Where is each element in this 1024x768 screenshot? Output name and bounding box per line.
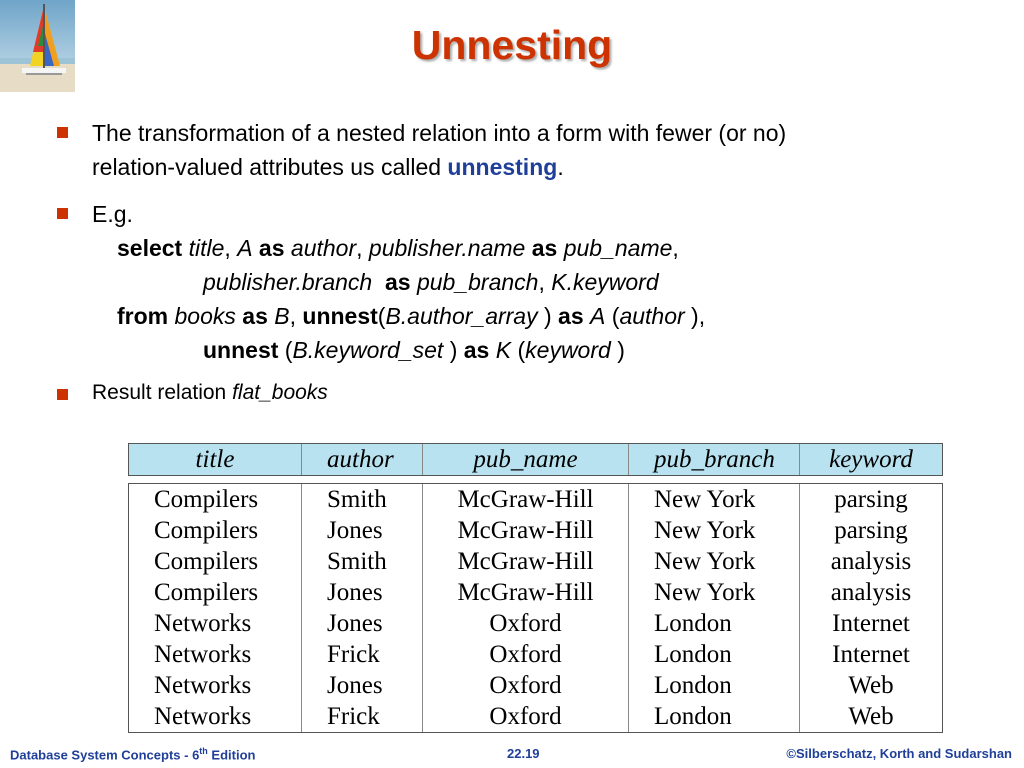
table-cell: London [654, 641, 732, 668]
table-cell: Frick [327, 703, 380, 730]
query-token: from [117, 303, 169, 329]
query-token: B.author_array [385, 303, 538, 329]
table-cell: Compilers [154, 517, 259, 544]
column-header-label: author [327, 445, 394, 473]
query-token: as [463, 337, 490, 363]
table-cell: Internet [832, 610, 910, 637]
query-token: K [495, 337, 512, 363]
table-cell: Smith [327, 548, 387, 575]
table-cell: Jones [327, 517, 383, 544]
query-token: A [237, 235, 253, 261]
slide-title: Unnesting [411, 22, 613, 68]
query-token: as [242, 303, 268, 329]
column-header-title [129, 444, 302, 475]
footer-book-title [10, 746, 255, 762]
column-header-keyword [800, 444, 942, 475]
query-token: publisher.name [368, 235, 526, 261]
query-line-branch [203, 265, 659, 299]
bullet-text-definition [92, 116, 786, 184]
table-body [128, 483, 943, 733]
punctuation: . [557, 154, 564, 180]
query-token: , [672, 235, 679, 261]
table-cell: McGraw-Hill [457, 517, 594, 544]
table-cell: Networks [154, 672, 252, 699]
query-token: B.keyword_set [292, 337, 444, 363]
bullet-line [92, 150, 786, 184]
table-cell: Internet [832, 641, 910, 668]
query-token: ( [278, 337, 293, 363]
query-token: author [619, 303, 685, 329]
table-cell: Frick [327, 641, 380, 668]
query-line-from [117, 299, 705, 333]
column-header-pub-branch [629, 444, 800, 475]
column-pub-branch [629, 484, 800, 732]
table-cell: Networks [154, 641, 252, 668]
query-token: , [289, 303, 303, 329]
bullet-square-icon [57, 208, 68, 219]
table-header [128, 443, 943, 476]
query-token: ) [443, 337, 464, 363]
table-cell: Compilers [154, 486, 259, 513]
table-cell: London [654, 703, 732, 730]
table-cell: McGraw-Hill [457, 579, 594, 606]
query-token: pub_branch [416, 269, 539, 295]
bullet-line: The transformation of a nested relation into a form with fewer (or no) [92, 120, 787, 146]
query-token: unnest [203, 337, 279, 363]
table-cell: analysis [830, 548, 912, 575]
table-cell: parsing [834, 517, 908, 544]
relation-name: flat_books [232, 381, 328, 404]
query-token [372, 269, 385, 295]
table-cell: New York [654, 579, 756, 606]
query-token: ( [511, 337, 526, 363]
query-token: K.keyword [551, 269, 659, 295]
query-token: ) [610, 337, 625, 363]
table-cell: Jones [327, 672, 383, 699]
table-cell: McGraw-Hill [457, 486, 594, 513]
query-token: ), [684, 303, 706, 329]
query-token: ( [605, 303, 620, 329]
table-cell: Oxford [489, 703, 562, 730]
query-token: select [117, 235, 183, 261]
column-header-label: title [195, 445, 235, 473]
query-token: unnest [302, 303, 378, 329]
bullet-text: Result relation [92, 381, 233, 404]
column-pub-name [423, 484, 629, 732]
query-token: author [290, 235, 357, 261]
query-line-unnest [203, 333, 625, 367]
page-number: 22.19 [507, 746, 540, 761]
footer-copyright: ©Silberschatz, Korth and Sudarshan [786, 746, 1012, 761]
query-token: , [224, 235, 238, 261]
table-cell: McGraw-Hill [457, 548, 594, 575]
column-title [129, 484, 302, 732]
query-token: , [356, 235, 369, 261]
table-cell: London [654, 672, 732, 699]
emphasized-term: unnesting [447, 154, 558, 180]
table-cell: Networks [154, 610, 252, 637]
query-token: books [174, 303, 236, 329]
table-cell: Web [848, 672, 894, 699]
query-token: as [258, 235, 285, 261]
table-cell: London [654, 610, 732, 637]
query-token: title [188, 235, 225, 261]
bullet-text-example: E.g. [92, 201, 133, 227]
query-token: keyword [525, 337, 611, 363]
query-token: pub_name [563, 235, 673, 261]
query-token: , [538, 269, 552, 295]
query-token: ( [377, 303, 386, 329]
query-token: as [558, 303, 584, 329]
table-cell: Oxford [489, 672, 562, 699]
query-line-select [117, 231, 679, 265]
query-token: A [590, 303, 606, 329]
query-token: B [274, 303, 290, 329]
table-cell: parsing [834, 486, 908, 513]
column-keyword [800, 484, 942, 732]
query-token: as [531, 235, 558, 261]
column-header-label: pub_branch [654, 445, 775, 473]
query-token: ) [537, 303, 559, 329]
table-cell: Compilers [154, 548, 259, 575]
table-cell: Oxford [489, 641, 562, 668]
bullet-text: relation-valued attributes us called [92, 154, 448, 180]
table-cell: New York [654, 517, 756, 544]
table-cell: Networks [154, 703, 252, 730]
table-cell: New York [654, 548, 756, 575]
column-header-label: keyword [829, 445, 913, 473]
bullet-text-result [92, 376, 328, 410]
table-cell: Jones [327, 579, 383, 606]
table-cell: Smith [327, 486, 387, 513]
bullet-square-icon [57, 127, 68, 138]
column-header-author [302, 444, 423, 475]
table-cell: New York [654, 486, 756, 513]
query-token: as [384, 269, 411, 295]
table-cell: analysis [830, 579, 912, 606]
table-cell: Oxford [489, 610, 562, 637]
table-cell: Compilers [154, 579, 259, 606]
footer-superscript: th [199, 746, 208, 756]
footer-text: Database System Concepts - 6 [10, 747, 200, 763]
table-cell: Web [848, 703, 894, 730]
column-author [302, 484, 423, 732]
column-header-pub-name [423, 444, 629, 475]
bullet-square-icon [57, 389, 68, 400]
table-cell: Jones [327, 610, 383, 637]
column-header-label: pub_name [473, 445, 578, 473]
query-token: publisher.branch [203, 269, 373, 295]
footer-text: Edition [207, 747, 256, 763]
